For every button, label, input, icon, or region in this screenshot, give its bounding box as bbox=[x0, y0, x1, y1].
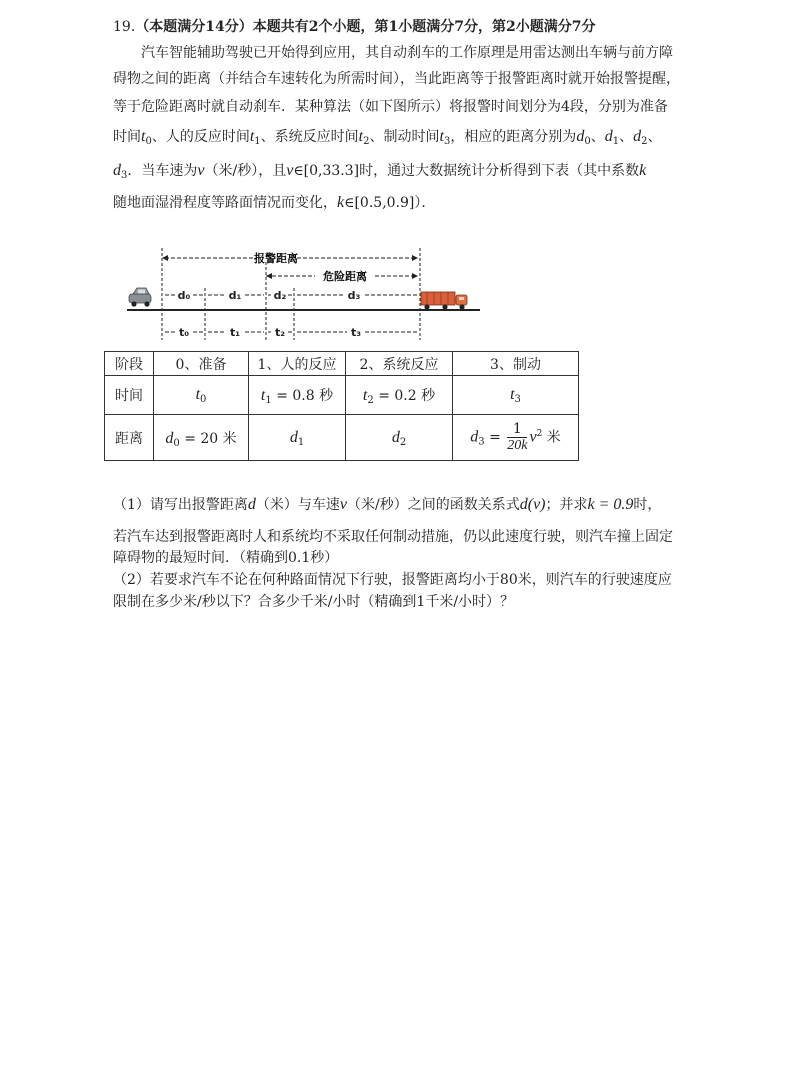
label-d2: d₂ bbox=[273, 289, 287, 302]
cell-d3: $d_3$ = $\frac{1}{20k}$ $v^2$ 米 bbox=[453, 415, 579, 461]
cell-d2: $d_2$ bbox=[346, 415, 453, 461]
time-label: 时间 bbox=[105, 376, 154, 415]
label-t0: t₀ bbox=[178, 326, 190, 339]
label-t3: t₃ bbox=[350, 326, 362, 339]
problem-structure: 本题共有2个小题，第1小题满分7分，第2小题满分7分 bbox=[252, 19, 596, 35]
intro-line-6: 随地面湿滑程度等路面情况而变化，k∈[0.5,0.9]）． bbox=[113, 194, 436, 211]
alarm-distance-label: 报警距离 bbox=[254, 252, 298, 265]
q1-line-1: （1）请写出报警距离d（米）与车速v（米/秒）之间的函数关系式d(v)；并求k = 0.9时， bbox=[113, 496, 662, 513]
problem-number: 19. bbox=[113, 19, 136, 35]
distance-label: 距离 bbox=[105, 415, 154, 461]
table-header-row bbox=[105, 352, 579, 376]
q1-line-2: 若汽车达到报警距离时人和系统均不采取任何制动措施，仍以此速度行驶，则汽车撞上固定 bbox=[113, 529, 673, 545]
danger-distance-label: 危险距离 bbox=[323, 270, 367, 283]
problem-points: （本题满分14分） bbox=[135, 19, 253, 35]
table-header-cell: 1、人的反应 bbox=[249, 352, 346, 376]
table-header-cell: 阶段 bbox=[105, 352, 154, 376]
problem-header bbox=[113, 18, 595, 36]
table-header-cell: 0、准备 bbox=[154, 352, 249, 376]
table-row-distance bbox=[105, 415, 579, 461]
label-t1: t₁ bbox=[229, 326, 241, 339]
label-d3: d₃ bbox=[347, 289, 361, 302]
table-header-cell: 3、制动 bbox=[453, 352, 579, 376]
car-icon bbox=[129, 288, 151, 307]
alarm-distance-arrow bbox=[162, 251, 417, 265]
cell-t1: $t_1 = 0.8$ 秒 bbox=[249, 376, 346, 415]
intro-line-3: 等于危险距离时就自动刹车．某种算法（如下图所示）将报警时间划分为4段，分别为准备 bbox=[113, 99, 668, 115]
q2-line-1: （2）若要求汽车不论在何种路面情况下行驶，报警距离均小于80米，则汽车的行驶速度应 bbox=[113, 572, 672, 588]
table-header-cell: 2、系统反应 bbox=[346, 352, 453, 376]
intro-line-1: 汽车智能辅助驾驶已开始得到应用，其自动刹车的工作原理是用雷达测出车辆与前方障 bbox=[141, 45, 673, 61]
cell-t0: $t_0$ bbox=[154, 376, 249, 415]
intro-line-5: $d_3$．当车速为v（米/秒），且v∈[0,33.3]时，通过大数据统计分析得到下表（其中系数k bbox=[113, 162, 647, 181]
cell-t3: $t_3$ bbox=[453, 376, 579, 415]
cell-t2: $t_2 = 0.2$ 秒 bbox=[346, 376, 453, 415]
fraction: $\frac{1}{20k}$ bbox=[507, 421, 528, 453]
q2-line-2: 限制在多少米/秒以下？合多少千米/小时（精确到1千米/小时）？ bbox=[113, 594, 515, 610]
intro-line-2: 碍物之间的距离（并结合车速转化为所需时间），当此距离等于报警距离时就开始报警提醒， bbox=[113, 71, 680, 87]
q1-line-3: 障碍物的最短时间．（精确到0.1秒） bbox=[113, 550, 339, 566]
label-d1: d₁ bbox=[228, 289, 242, 302]
danger-distance-arrow bbox=[266, 269, 417, 283]
cell-d1: $d_1$ bbox=[249, 415, 346, 461]
braking-distance-diagram bbox=[125, 240, 485, 350]
intro-line-4: 时间$t_0$、人的反应时间$t_1$、系统反应时间$t_2$、制动时间$t_3$，相应的距离分别为$d_0$、$d_1$、$d_2$、 bbox=[113, 128, 662, 147]
table-row-time bbox=[105, 376, 579, 415]
cell-d0: $d_0 = 20$ 米 bbox=[154, 415, 249, 461]
truck-icon bbox=[421, 292, 467, 310]
label-t2: t₂ bbox=[274, 326, 286, 339]
stage-table bbox=[104, 351, 579, 461]
label-d0: d₀ bbox=[177, 289, 191, 302]
